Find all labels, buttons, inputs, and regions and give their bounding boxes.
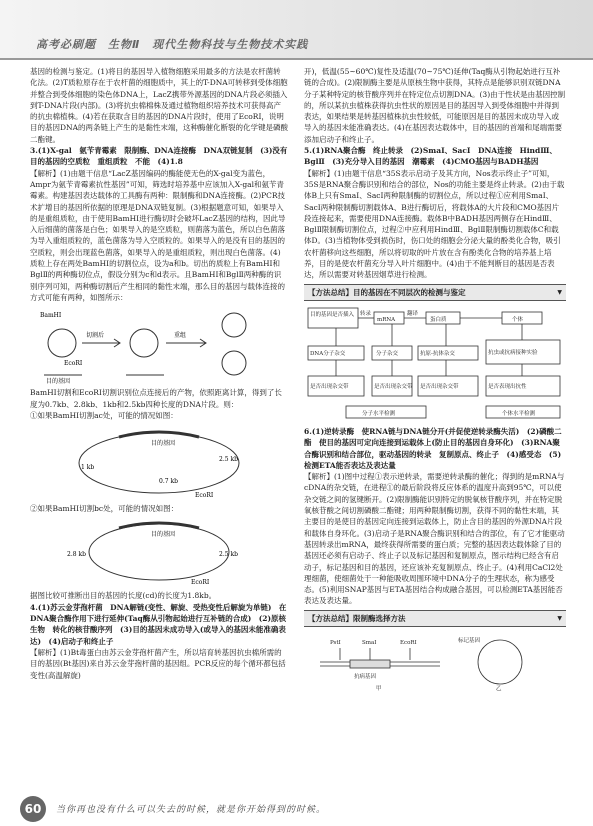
flow-mrna: mRNA: [377, 316, 396, 323]
method-summary-detection-title: 【方法总结】目的基因在不同层次的检测与鉴定: [308, 287, 466, 297]
header-title: 高考必刷题 生物Ⅱ 现代生物科技与生物技术实践: [36, 38, 309, 51]
analysis-3: 【解析】(1)由题干信息“LacZ基因编码的酶能使无色的X-gal变为蓝色，Ampr为氨苄青霉素抗性基因”可知，筛选时培养基中应该加入X-gal和氨苄青霉素。构建基因表达载体的工具酶有两种：限制酶和DNA连接酶。(2)PCR技术扩增目的基因所依据的原理是DNA双链复制。(3)根据题意可知，如果导入的是重组质粒，由于使用BamHⅠ进行酶切时会破坏LacZ基因的结构，因此导入后细菌的菌落是白色；如果导入的是空质粒，则菌落为蓝色，所以白色菌落为导入重组质粒的，蓝色菌落为导入空质粒的。如果导入的是没有目的基因的空质粒，则会出现蓝色菌落，如果导入的是重组质粒，则出现白色菌落。(4)质粒上存在两处BamHⅠ的切割位点，设为a和b。切出的质粒上有BamHⅠ和BglⅡ的两种酶切位点，假设分别为c和d表示。且BamHⅠ和BglⅡ两种酶的识别序列可知，两种酶切割后产生相同的黏性末端，那么目的基因与载体连接的方式可能有两种，如图所示：: [30, 168, 286, 302]
analysis-6: 【解析】(1)图中过程①表示逆转录，需要逆转录酶的催化；得到的是mRNA与cDNA的杂交链，在进程①的最后阶段将反应体系的温度升高到95℃，可以使杂交链之间的氢键断开。(2)限制酶能识别特定的脱氧核苷酸序列，并在特定脱氧核苷酸之间切割磷酸二酯键；用两种限制酶切割，获得不同的黏性末端，其主要目的是使目的基因定向连接到运载体上，防止含目的基因的外源DNA片段和载体自身环化。(3)启动子是RNA聚合酶识别和结合的部位，有了它才能驱动基因转录出mRNA，最终获得所需要的蛋白质；完整的基因表达载体除了目的基因还必须有启动子、终止子以及标记基因和复制原点，图示结构已经含有启动子，标记基因和目的基因，还应该补充复制原点、终止子。(4)利用CaCl2处理细菌，使细菌处于一种能吸收周围环境中DNA分子的生理状态，称为感受态。(5)利用SNAP基因与ETA基因结合构成融合基因，可以检测ETA基因能否表达及表达量。: [304, 472, 565, 606]
analysis-4: 【解析】(1)Bt毒蛋白由苏云金芽孢杆菌产生，所以培育转基因抗虫棉所需的目的基因(Bt基因)来自苏云金芽孢杆菌的基因组。PCR反应的每个循环都包括变性(高温解旋): [30, 647, 286, 680]
triangle-down-icon: ▼: [557, 288, 562, 296]
flow-b4: 抗虫或抗病接种实验: [488, 349, 538, 356]
answer-6: 6.(1)逆转录酶 使RNA链与DNA链分开(并促使逆转录酶失活) (2)磷酸二酯 使目的基因可定向连接到运载体上(防止目的基因自身环化) (3)RNA聚合酶识别和结合部位，驱动基因的转录 复制原点、终止子 (4)感受态 (5)检测ETA能否表达及表达量: [304, 426, 562, 470]
fig-marker: 标记基因: [458, 637, 481, 644]
right-column: [304, 66, 566, 694]
label-target-2: 目的基因: [151, 440, 176, 448]
label-target-1: 目的基因: [46, 378, 71, 386]
enzyme-selection-figure: [310, 630, 560, 692]
caption-case-1: ①如果BamHⅠ切割ac处，可能的情况如图：: [30, 410, 178, 420]
caption-conclusion: 据图比较可推断出目的基因的长度(cd)的长度为1.8kb。: [30, 591, 217, 601]
page-header: [0, 0, 593, 60]
label-recombine: 重组: [174, 332, 187, 340]
label-kb07: 0.7 kb: [159, 478, 178, 486]
left-column: [30, 66, 288, 681]
label-eco-3: EcoRⅠ: [191, 579, 210, 587]
flow-c4: 是否表现出抗性: [488, 383, 527, 390]
label-bam-1: BamHⅠ: [40, 312, 62, 320]
page-footer: [0, 796, 593, 826]
label-kb25-2: 2.5 kb: [219, 551, 238, 559]
label-kb1: 1 kb: [81, 464, 95, 472]
fig-yi: 乙: [496, 685, 502, 692]
fig-pst: PstⅠ: [330, 639, 341, 646]
fig-resist: 抗病基因: [354, 673, 377, 680]
fig-jia: 甲: [376, 685, 382, 692]
plasmid-diagram-2: [59, 516, 259, 588]
analysis-5: 【解析】(1)由题干信息“35S表示启动子及其方向，Nos表示终止子”可知，35S是RNA聚合酶识别和结合的部位，Nos的功能主要是终止转录。(2)由于载体B上只有SmaⅠ、SacⅠ两种限制酶的切割位点，所以过程①应利用SmaⅠ、SacⅠ两种限制酶切割载体A、B进行酶切后，将载体A的大片段和CMO基因片段连接起来，需要使用DNA连接酶。载体B中BADH基因两侧存在HindⅢ、BglⅡ限制酶切割位点，过程②中应利用HindⅢ、BglⅡ限制酶切割载体C和载体D。(3)当植物体受到损伤时，伤口处的细胞会分泌大量的酚类化合物，吸引农杆菌移向这些细胞，所以将切取的叶片放在含有酚类化合物的培养基上培养，目的是使农杆菌充分导入叶片细胞中。(4)由于不能判断目的基因是否表达，所以需要对转基因烟草进行检测。: [304, 168, 565, 280]
flow-m1: 转录: [360, 310, 372, 317]
flow-b1: DNA分子杂交: [310, 350, 346, 357]
triangle-down-icon: ▼: [557, 614, 562, 622]
method-summary-enzyme: [304, 610, 566, 627]
flow-a1: 目的基因是否插入: [310, 311, 355, 318]
answer-4: 4.(1)苏云金芽孢杆菌 DNA解链(变性、解旋、受热变性后解旋为单链) 在DNA聚合酶作用下进行延伸(Taq酶从引物起始进行互补链的合成) (2)原核生物 转化的核苷酸序列 (3)目的基因未成功导入(或导入的基因未能准确表达) (4)启动子和终止子: [30, 602, 287, 646]
ligation-diagram: [34, 305, 284, 385]
method-summary-detection: [304, 284, 566, 301]
right-paragraph-1: 开)，低温(55~60℃)复性及适温(70~75℃)延伸(Taq酶从引物起始进行互补链的合成)。(2)限制酶主要是从原核生物中获得，其特点是能够识别双链DNA分子某种特定的核苷酸序列并在特定位点切割DNA。(3)由于性状是由基因控制的，所以某抗虫植株获得抗虫性状的原因是目的基因导入到受体细胞中并得到表达，如果结果是转基因植株抗虫性较低，可能原因是目的基因未成功导入或导入的基因未能准确表达。(4)在基因表达载体中，目的基因的首端和尾端需要添加启动子和终止子。: [304, 67, 566, 144]
caption-fragments: BamHⅠ切割和EcoRⅠ切割识别位点连接后的产物，依照距离计算，得到了长度为0.7kb、2.8kb、1kb和2.5kb四种长度的DNA片段。则：: [30, 388, 282, 409]
left-paragraph-1: 基因的检测与鉴定。(1)将目的基因导入植物细胞采用最多的方法是农杆菌转化法。(2)T质粒原存在于农杆菌的细胞质中，其上的T-DNA可转移到受体细胞并整合到受体细胞的染色体DNA上，LacZ携带外源基因的DNA片段必须插入到T-DNA片段(内部)。(3)将抗虫棉棉株及通过植物组织培养技术可获得高产的抗虫棉植株。(4)若在获取含目的基因的DNA片段时，使用了EcoRⅠ，说明目的基因DNA的两条链上产生的是黏性末端，这种酶催化断裂的化学键是磷酸二酯键。: [30, 67, 288, 144]
answer-3: 3.(1)X-gal 氨苄青霉素 限制酶、DNA连接酶 DNA双链复制 (3)没有目的基因的空质粒 重组质粒 不能 (4)1.8: [30, 146, 288, 167]
flow-a4: 个体: [512, 316, 524, 323]
flow-b2: 分子杂交: [376, 350, 399, 357]
footer-motto: 当你再也没有什么可以失去的时候，就是你开始得到的时候。: [56, 805, 327, 815]
flow-c3: 是否出现杂交带: [420, 383, 459, 390]
label-kb25-1: 2.5 kb: [219, 456, 238, 464]
flow-b3: 抗原-抗体杂交: [420, 350, 455, 357]
flow-m2: 翻译: [407, 310, 419, 317]
flow-d2: 个体水平检测: [502, 410, 536, 417]
flow-prot: 蛋白质: [430, 316, 447, 323]
label-cut-after: 切割后: [86, 332, 105, 340]
flow-c1: 是否出现杂交带: [310, 383, 349, 390]
page-number: 60: [20, 796, 46, 822]
label-eco-1: EcoRⅠ: [64, 360, 83, 368]
fig-sma: SmaⅠ: [362, 639, 377, 646]
caption-case-2: ②如果BamHⅠ切割bc处，可能的情况如图：: [30, 504, 179, 514]
detection-flowchart: [306, 304, 564, 424]
label-kb28: 2.8 kb: [67, 551, 86, 559]
method-summary-enzyme-title: 【方法总结】限制酶选择方法: [308, 613, 406, 623]
answer-5: 5.(1)RNA聚合酶 终止转录 (2)SmaⅠ、SacⅠ DNA连接 HindⅢ、BglⅡ (3)充分导入目的基因 潮霉素 (4)CMO基因与BADH基因: [304, 146, 557, 167]
flow-d1: 分子水平检测: [362, 410, 396, 417]
plasmid-diagram-1: [59, 423, 259, 501]
label-eco-2: EcoRⅠ: [195, 492, 214, 500]
fig-eco: EcoRⅠ: [400, 639, 417, 646]
label-target-3: 目的基因: [151, 531, 176, 539]
flow-c2: 是否出现杂交带: [374, 383, 413, 390]
